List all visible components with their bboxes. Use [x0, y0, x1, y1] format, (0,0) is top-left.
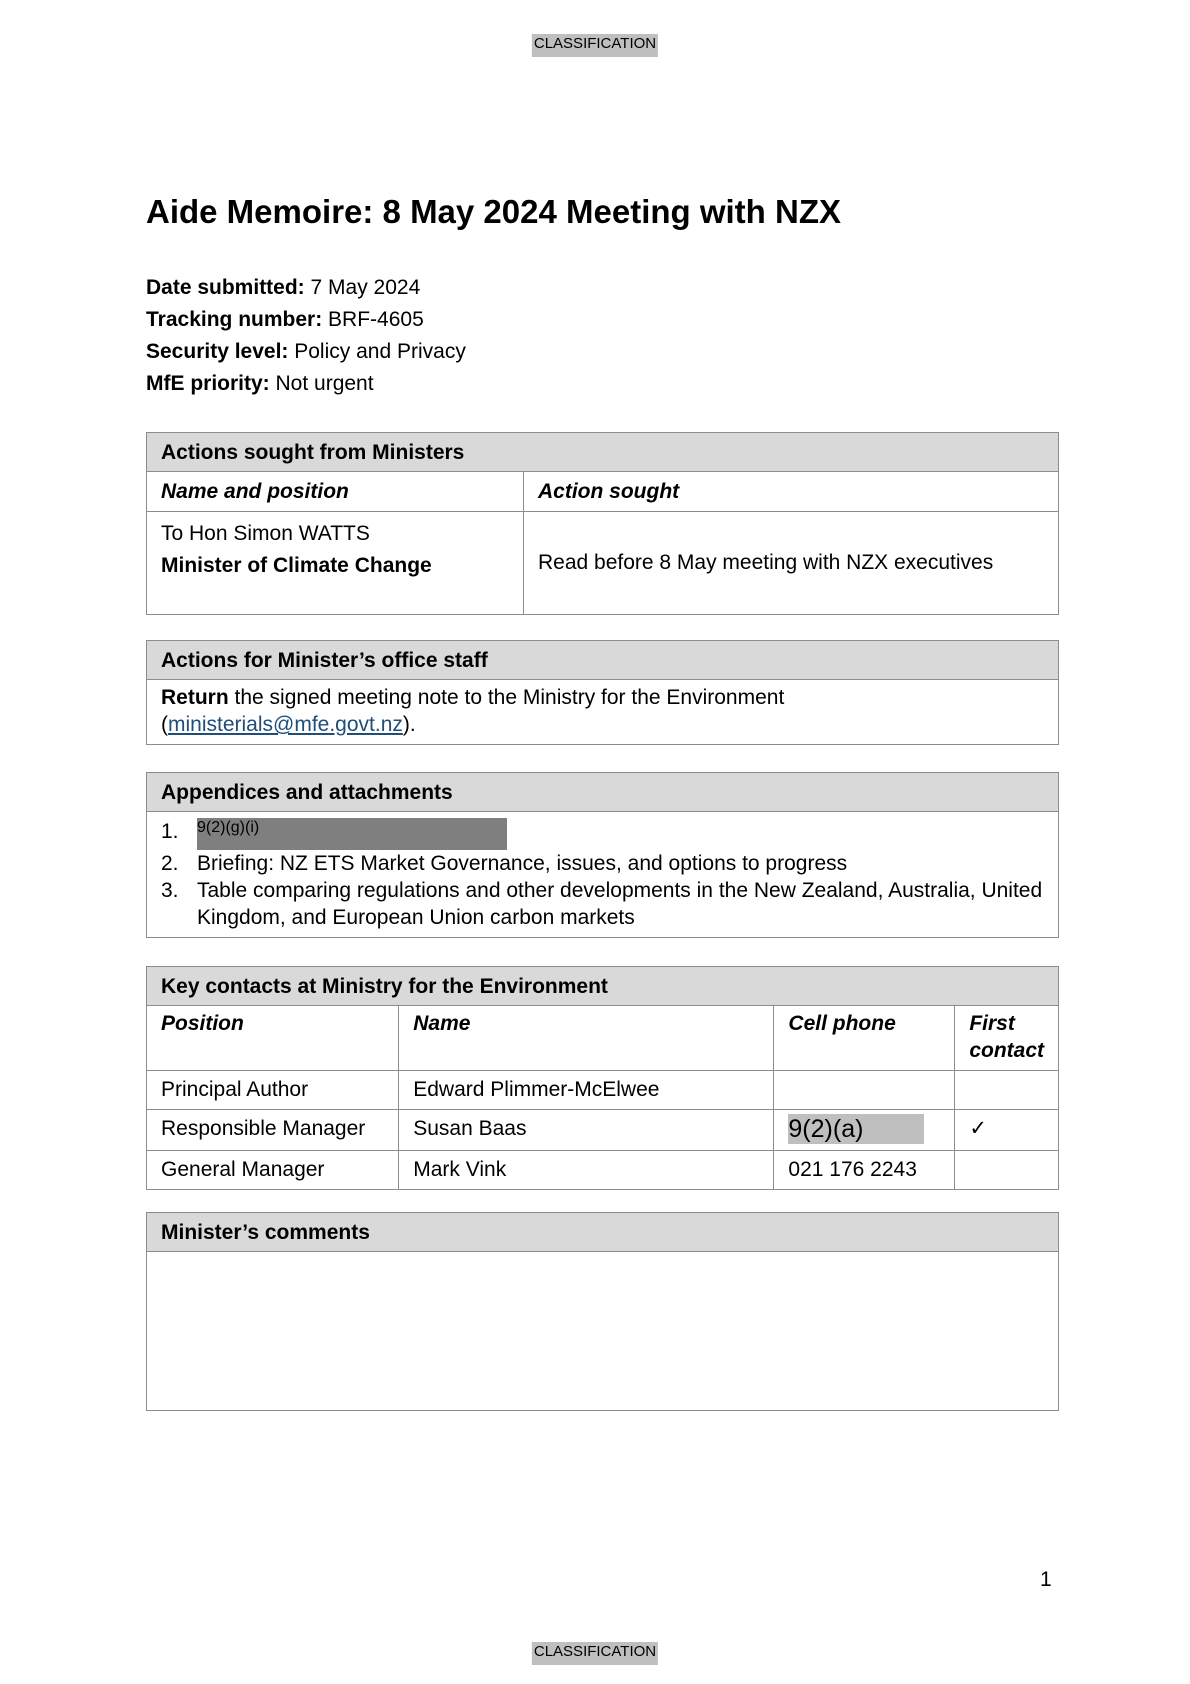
recipient-title: Minister of Climate Change — [161, 554, 432, 577]
appendix-number: 2. — [161, 852, 179, 875]
col-action-sought: Action sought — [524, 472, 1059, 512]
appendix-item — [161, 877, 1044, 931]
actions-staff-heading: Actions for Minister’s office staff — [147, 641, 1058, 680]
close-paren: ). — [402, 713, 416, 736]
comments-area[interactable] — [147, 1252, 1058, 1410]
actions-ministers-box — [146, 432, 1059, 615]
appendix-item — [161, 818, 1044, 850]
email-link[interactable]: ministerials@mfe.govt.nz — [168, 713, 403, 736]
contact-phone — [774, 1109, 955, 1150]
return-word: Return — [161, 686, 229, 709]
contacts-box — [146, 966, 1059, 1190]
check-icon: ✓ — [969, 1116, 987, 1140]
comments-heading: Minister’s comments — [147, 1213, 1058, 1252]
appendix-item — [161, 850, 1044, 877]
recipient-cell — [147, 512, 524, 614]
open-paren: ( — [161, 713, 168, 736]
contact-first — [955, 1150, 1058, 1189]
actions-staff-body — [147, 680, 1058, 744]
contact-first — [955, 1070, 1058, 1109]
comments-box — [146, 1212, 1059, 1411]
appendix-number: 1. — [161, 820, 179, 843]
contact-name: Edward Plimmer-McElwee — [399, 1070, 774, 1109]
col-name: Name — [399, 1006, 774, 1070]
classification-header: CLASSIFICATION — [532, 34, 658, 57]
phone-redaction: 9(2)(a) — [788, 1114, 924, 1144]
appendices-box — [146, 772, 1059, 938]
actions-staff-box — [146, 640, 1059, 745]
col-first-contact: First contact — [955, 1006, 1058, 1070]
contact-name: Susan Baas — [399, 1109, 774, 1150]
page-title: Aide Memoire: 8 May 2024 Meeting with NZX — [146, 193, 841, 230]
date-value: 7 May 2024 — [310, 276, 421, 299]
tracking-value: BRF-4605 — [328, 308, 424, 331]
contact-phone: 021 176 2243 — [774, 1150, 955, 1189]
redaction-block: 9(2)(g)(i) — [197, 818, 507, 850]
appendices-list — [147, 812, 1058, 937]
contact-position: Responsible Manager — [147, 1109, 399, 1150]
page-number: 1 — [1040, 1568, 1052, 1591]
document-metadata — [146, 272, 466, 400]
contact-phone — [774, 1070, 955, 1109]
col-cell-phone: Cell phone — [774, 1006, 955, 1070]
actions-ministers-table — [147, 472, 1058, 614]
col-position: Position — [147, 1006, 399, 1070]
appendix-text: Briefing: NZ ETS Market Governance, issues, and options to progress — [197, 852, 848, 875]
return-text: the signed meeting note to the Ministry for the Environment — [228, 686, 785, 709]
classification-footer: CLASSIFICATION — [532, 1642, 658, 1665]
actions-ministers-heading: Actions sought from Ministers — [147, 433, 1058, 472]
action-sought-cell: Read before 8 May meeting with NZX executives — [524, 512, 1059, 614]
security-label: Security level: — [146, 340, 289, 363]
contact-name: Mark Vink — [399, 1150, 774, 1189]
contact-position: General Manager — [147, 1150, 399, 1189]
contacts-table — [147, 1006, 1058, 1189]
security-value: Policy and Privacy — [294, 340, 466, 363]
contact-first — [955, 1109, 1058, 1150]
contact-position: Principal Author — [147, 1070, 399, 1109]
appendices-heading: Appendices and attachments — [147, 773, 1058, 812]
tracking-label: Tracking number: — [146, 308, 323, 331]
col-name-position: Name and position — [147, 472, 524, 512]
contacts-heading: Key contacts at Ministry for the Environment — [147, 967, 1058, 1006]
date-label: Date submitted: — [146, 276, 305, 299]
priority-label: MfE priority: — [146, 372, 270, 395]
recipient-line: To Hon Simon WATTS — [161, 522, 370, 545]
priority-value: Not urgent — [275, 372, 374, 395]
appendix-text: Table comparing regulations and other developments in the New Zealand, Australia, United Kingdom, and European Union carbon markets — [197, 879, 1043, 929]
appendix-number: 3. — [161, 879, 179, 902]
